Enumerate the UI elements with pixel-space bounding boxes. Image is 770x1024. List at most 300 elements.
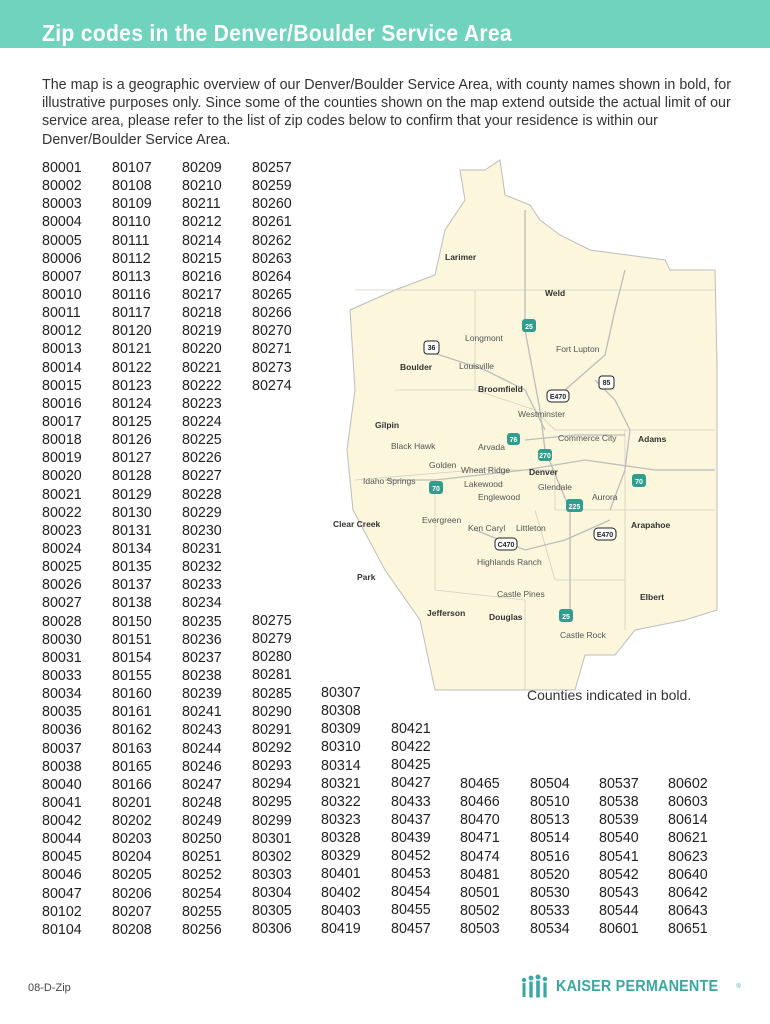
- zip-code: 80235: [182, 613, 222, 630]
- zip-code: 80427: [391, 775, 431, 792]
- city-black-hawk: Black Hawk: [391, 441, 436, 451]
- zip-code: 80206: [112, 885, 152, 902]
- zip-code: 80246: [182, 758, 222, 775]
- zip-code: 80537: [599, 776, 639, 792]
- zip-column-8: [460, 775, 500, 938]
- zip-code: 80226: [182, 450, 222, 467]
- zip-code: 80205: [112, 867, 152, 884]
- zip-code: 80305: [252, 903, 292, 920]
- zip-code: 80651: [668, 921, 708, 938]
- zip-column-4: [252, 159, 292, 395]
- zip-code: 80244: [182, 740, 222, 757]
- zip-code: 80250: [182, 831, 222, 848]
- svg-text:70: 70: [432, 486, 440, 493]
- zip-code: 80137: [112, 577, 152, 594]
- zip-code: 80025: [42, 559, 82, 576]
- zip-code: 80230: [182, 522, 222, 539]
- zip-code: 80018: [42, 432, 82, 449]
- zip-code: 80004: [42, 214, 82, 231]
- zip-code: 80292: [252, 739, 292, 756]
- zip-code: 80457: [391, 920, 431, 937]
- zip-code: 80217: [182, 286, 222, 303]
- zip-code: 80502: [460, 902, 500, 919]
- zip-code: 80540: [599, 830, 639, 847]
- county-arapahoe: Arapahoe: [631, 520, 671, 530]
- zip-code: 80510: [530, 794, 570, 811]
- city-glendale: Glendale: [538, 482, 573, 492]
- zip-code: 80111: [112, 232, 150, 249]
- zip-code: 80112: [112, 250, 151, 267]
- zip-code: 80208: [112, 921, 152, 938]
- county-clear-creek: Clear Creek: [333, 519, 381, 529]
- zip-code: 80038: [42, 758, 82, 775]
- svg-text:70: 70: [635, 479, 643, 486]
- zip-code: 80238: [182, 667, 222, 684]
- zip-code: 80264: [252, 268, 292, 285]
- zip-code: 80007: [42, 268, 82, 285]
- zip-code: 80220: [182, 341, 222, 358]
- zip-code: 80126: [112, 432, 152, 449]
- zip-column-3: [182, 159, 222, 939]
- zip-code: 80309: [321, 721, 361, 738]
- zip-code: 80466: [460, 794, 500, 811]
- svg-text:E470: E470: [596, 532, 614, 539]
- zip-code: 80215: [182, 250, 222, 267]
- zip-code: 80255: [182, 903, 222, 920]
- zip-column-1: [42, 159, 82, 939]
- zip-code: 80165: [112, 758, 152, 775]
- zip-code: 80202: [112, 813, 152, 830]
- zip-code: 80117: [112, 305, 151, 322]
- zip-code: 80210: [182, 178, 222, 195]
- zip-code: 80314: [321, 757, 361, 774]
- county-weld: Weld: [545, 288, 566, 298]
- zip-code: 80293: [252, 758, 292, 775]
- us-85-shield: [599, 376, 614, 389]
- zip-code: 80281: [252, 667, 292, 684]
- zip-code: 80211: [182, 196, 221, 213]
- zip-code: 80310: [321, 739, 361, 756]
- zip-code: 80209: [182, 160, 222, 176]
- zip-code: 80514: [530, 830, 570, 847]
- zip-code: 80130: [112, 504, 152, 521]
- zip-code: 80285: [252, 685, 292, 702]
- zip-code: 80274: [252, 377, 292, 394]
- city-golden: Golden: [429, 460, 457, 470]
- city-englewood: Englewood: [478, 492, 521, 502]
- zip-column-6: [321, 684, 361, 938]
- zip-code: 80621: [668, 830, 708, 847]
- zip-code: 80503: [460, 921, 500, 938]
- zip-code: 80121: [112, 341, 152, 358]
- zip-code: 80239: [182, 686, 222, 703]
- zip-code: 80247: [182, 776, 222, 793]
- zip-code: 80047: [42, 885, 82, 902]
- zip-code: 80005: [42, 232, 82, 249]
- zip-code: 80042: [42, 813, 82, 830]
- zip-column-7: [391, 720, 431, 938]
- zip-code: 80031: [42, 649, 82, 666]
- zip-code: 80214: [182, 232, 222, 249]
- zip-code: 80125: [112, 413, 152, 430]
- county-adams: Adams: [638, 434, 667, 444]
- zip-code: 80251: [182, 849, 222, 866]
- zip-code: 80602: [668, 776, 708, 792]
- city-westminster: Westminster: [518, 409, 566, 419]
- zip-code: 80237: [182, 649, 222, 666]
- zip-code: 80161: [112, 704, 152, 721]
- zip-code: 80129: [112, 486, 152, 503]
- zip-code: 80014: [42, 359, 82, 376]
- zip-code: 80160: [112, 686, 152, 703]
- zip-code: 80470: [460, 812, 500, 829]
- zip-code: 80271: [252, 341, 292, 358]
- zip-code: 80243: [182, 722, 222, 739]
- zip-code: 80155: [112, 667, 152, 684]
- zip-code: 80109: [112, 196, 152, 213]
- zip-code: 80261: [252, 214, 292, 231]
- zip-code: 80302: [252, 848, 292, 865]
- zip-code: 80275: [252, 613, 292, 629]
- zip-code: 80601: [599, 921, 639, 938]
- zip-code: 80010: [42, 286, 82, 303]
- zip-code: 80513: [530, 812, 570, 829]
- zip-code: 80231: [182, 540, 222, 557]
- county-douglas: Douglas: [489, 612, 523, 622]
- zip-code: 80262: [252, 232, 292, 249]
- zip-code: 80501: [460, 884, 500, 901]
- zip-code: 80011: [42, 305, 81, 322]
- zip-code: 80280: [252, 649, 292, 666]
- svg-text:225: 225: [568, 504, 581, 511]
- zip-code: 80437: [391, 811, 431, 828]
- zip-code: 80419: [321, 920, 361, 937]
- interstate-76-shield: [507, 433, 520, 445]
- zip-code: 80455: [391, 902, 431, 919]
- zip-code: 80135: [112, 559, 152, 576]
- kp-registered-mark: ®: [736, 984, 741, 990]
- zip-code: 80266: [252, 305, 292, 322]
- zip-code: 80221: [182, 359, 222, 376]
- zip-code: 80265: [252, 286, 292, 303]
- zip-code: 80299: [252, 812, 292, 829]
- zip-code: 80474: [460, 848, 500, 865]
- zip-code: 80046: [42, 867, 82, 884]
- zip-code: 80533: [530, 902, 570, 919]
- city-commerce-city: Commerce City: [558, 433, 617, 443]
- c470-shield: [495, 538, 517, 550]
- zip-code: 80303: [252, 866, 292, 883]
- zip-code: 80321: [321, 775, 361, 792]
- zip-code: 80026: [42, 577, 82, 594]
- zip-code: 80104: [42, 921, 82, 938]
- zip-code: 80249: [182, 813, 222, 830]
- zip-code: 80002: [42, 178, 82, 195]
- city-evergreen: Evergreen: [422, 515, 462, 525]
- zip-code: 80102: [42, 903, 82, 920]
- city-longmont: Longmont: [465, 333, 503, 343]
- zip-code: 80273: [252, 359, 292, 376]
- zip-column-5: [252, 612, 292, 939]
- zip-code: 80138: [112, 595, 152, 612]
- zip-code: 80504: [530, 776, 570, 792]
- zip-code: 80120: [112, 323, 152, 340]
- zip-code: 80538: [599, 794, 639, 811]
- zip-code: 80222: [182, 377, 222, 394]
- zip-code: 80110: [112, 214, 151, 231]
- county-jefferson: Jefferson: [427, 608, 466, 618]
- zip-code: 80539: [599, 812, 639, 829]
- e470-north-shield: [547, 390, 569, 402]
- county-larimer: Larimer: [445, 252, 477, 262]
- zip-column-9: [530, 775, 570, 938]
- zip-code: 80544: [599, 902, 639, 919]
- zip-code: 80260: [252, 196, 292, 213]
- interstate-270-shield: [538, 449, 552, 461]
- zip-code: 80291: [252, 721, 292, 738]
- zip-code: 80225: [182, 432, 222, 449]
- zip-code: 80301: [252, 830, 292, 847]
- zip-code: 80322: [321, 793, 361, 810]
- zip-code: 80030: [42, 631, 82, 648]
- interstate-70-east-shield: [632, 474, 646, 487]
- zip-code: 80162: [112, 722, 152, 739]
- zip-code: 80227: [182, 468, 222, 485]
- svg-text:270: 270: [539, 453, 551, 460]
- county-elbert: Elbert: [640, 592, 665, 602]
- us-36-shield: [424, 341, 439, 354]
- zip-code: 80229: [182, 504, 222, 521]
- city-fort-lupton: Fort Lupton: [556, 344, 600, 354]
- zip-code: 80481: [460, 866, 500, 883]
- zip-code: 80530: [530, 884, 570, 901]
- title-banner: [0, 0, 770, 48]
- zip-code: 80218: [182, 305, 222, 322]
- zip-code: 80294: [252, 776, 292, 793]
- zip-code: 80623: [668, 848, 708, 865]
- zip-code: 80259: [252, 178, 292, 195]
- zip-code: 80013: [42, 341, 82, 358]
- city-castle-rock: Castle Rock: [560, 630, 606, 640]
- zip-code: 80012: [42, 323, 82, 340]
- svg-text:E470: E470: [549, 394, 567, 401]
- zip-code: 80108: [112, 178, 152, 195]
- zip-code: 80465: [460, 776, 500, 792]
- interstate-25-south-shield: [559, 609, 573, 622]
- zip-code: 80279: [252, 631, 292, 648]
- zip-code: 80212: [182, 214, 222, 231]
- zip-code: 80015: [42, 377, 82, 394]
- zip-code: 80471: [460, 830, 500, 847]
- intro-paragraph: The map is a geographic overview of our Denver/Boulder Service Area, with county names shown in bold, for illustrative purposes only. Since some of the counties shown on the map extend outside the actual limit of our service area, please refer to the list of zip codes below to confirm that your residence is within our Denver/Boulder Service Area.: [42, 77, 731, 148]
- zip-code: 80534: [530, 921, 570, 938]
- city-idaho-springs: Idaho Springs: [363, 476, 416, 486]
- zip-code: 80520: [530, 866, 570, 883]
- zip-code: 80201: [112, 794, 152, 811]
- zip-code: 80124: [112, 395, 152, 412]
- zip-code: 80453: [391, 866, 431, 883]
- zip-code: 80166: [112, 776, 152, 793]
- zip-code: 80425: [391, 757, 431, 774]
- zip-code: 80134: [112, 540, 152, 557]
- kaiser-permanente-logo: [520, 972, 741, 1002]
- zip-code: 80023: [42, 522, 82, 539]
- zip-code: 80123: [112, 377, 152, 394]
- zip-code: 80122: [112, 359, 152, 376]
- zip-code: 80422: [391, 739, 431, 756]
- city-castle-pines: Castle Pines: [497, 589, 545, 599]
- county-gilpin: Gilpin: [375, 420, 400, 430]
- zip-code: 80304: [252, 885, 292, 902]
- zip-code: 80328: [321, 830, 361, 847]
- zip-code: 80241: [182, 704, 222, 721]
- zip-code: 80308: [321, 703, 361, 720]
- interstate-25-north-shield: [522, 319, 536, 332]
- zip-code: 80433: [391, 793, 431, 810]
- city-highlands-ranch: Highlands Ranch: [477, 557, 542, 567]
- zip-code: 80329: [321, 848, 361, 865]
- zip-code: 80034: [42, 686, 82, 703]
- zip-code: 80403: [321, 902, 361, 919]
- zip-code: 80041: [42, 794, 82, 811]
- zip-code: 80116: [112, 286, 151, 303]
- zip-code: 80036: [42, 722, 82, 739]
- zip-code: 80022: [42, 504, 82, 521]
- city-lakewood: Lakewood: [464, 479, 503, 489]
- zip-code: 80223: [182, 395, 222, 412]
- zip-code: 80254: [182, 885, 222, 902]
- zip-code: 80151: [112, 631, 152, 648]
- zip-code: 80516: [530, 848, 570, 865]
- zip-code: 80021: [42, 486, 82, 503]
- interstate-225-shield: [566, 499, 583, 512]
- zip-code: 80033: [42, 667, 82, 684]
- zip-code: 80643: [668, 902, 708, 919]
- svg-text:85: 85: [602, 380, 611, 387]
- zip-code: 80150: [112, 613, 152, 630]
- service-area-map: [325, 150, 725, 710]
- zip-code: 80131: [112, 522, 152, 539]
- service-area-region: [347, 160, 717, 690]
- zip-code: 80256: [182, 921, 222, 938]
- zip-code: 80402: [321, 884, 361, 901]
- county-park: Park: [357, 572, 376, 582]
- zip-code: 80163: [112, 740, 152, 757]
- zip-code: 80024: [42, 540, 82, 557]
- zip-code: 80019: [42, 450, 82, 467]
- zip-code: 80044: [42, 831, 82, 848]
- zip-code: 80127: [112, 450, 152, 467]
- zip-code: 80640: [668, 866, 708, 883]
- zip-code: 80017: [42, 413, 82, 430]
- kp-people-icon: [520, 974, 552, 1000]
- city-littleton: Littleton: [516, 523, 546, 533]
- kp-wordmark: KAISER PERMANENTE: [556, 978, 719, 995]
- zip-column-2: [112, 159, 152, 939]
- svg-text:25: 25: [562, 614, 570, 621]
- zip-code: 80203: [112, 831, 152, 848]
- county-broomfield: Broomfield: [478, 384, 523, 394]
- page-title: Zip codes in the Denver/Boulder Service Area: [42, 20, 512, 46]
- zip-code: 80037: [42, 740, 82, 757]
- zip-column-11: [668, 775, 708, 938]
- zip-code: 80232: [182, 559, 222, 576]
- zip-code: 80439: [391, 829, 431, 846]
- document-code: 08-D-Zip: [28, 982, 71, 994]
- svg-text:76: 76: [509, 437, 518, 444]
- zip-column-10: [599, 775, 639, 938]
- zip-code: 80113: [112, 268, 151, 285]
- zip-code: 80236: [182, 631, 222, 648]
- e470-south-shield: [594, 528, 616, 540]
- zip-code: 80401: [321, 866, 361, 883]
- zip-code: 80295: [252, 794, 292, 811]
- zip-code: 80027: [42, 595, 82, 612]
- zip-code: 80257: [252, 160, 292, 176]
- zip-code: 80421: [391, 721, 431, 737]
- zip-code: 80307: [321, 685, 361, 701]
- zip-code: 80045: [42, 849, 82, 866]
- map-caption: Counties indicated in bold.: [527, 687, 692, 703]
- zip-code: 80207: [112, 903, 152, 920]
- zip-code: 80224: [182, 413, 222, 430]
- zip-code: 80234: [182, 595, 222, 612]
- zip-code: 80154: [112, 649, 152, 666]
- zip-code: 80006: [42, 250, 82, 267]
- svg-text:36: 36: [427, 345, 436, 352]
- zip-code: 80603: [668, 794, 708, 811]
- interstate-70-west-shield: [429, 481, 443, 494]
- county-denver: Denver: [529, 467, 558, 477]
- zip-code: 80290: [252, 703, 292, 720]
- zip-code: 80252: [182, 867, 222, 884]
- svg-text:25: 25: [525, 324, 533, 331]
- zip-code: 80263: [252, 250, 292, 267]
- zip-code: 80228: [182, 486, 222, 503]
- zip-code: 80454: [391, 884, 431, 901]
- zip-code: 80542: [599, 866, 639, 883]
- zip-code: 80128: [112, 468, 152, 485]
- zip-code: 80040: [42, 776, 82, 793]
- zip-code: 80204: [112, 849, 152, 866]
- city-wheat-ridge: Wheat Ridge: [461, 465, 511, 475]
- zip-code: 80541: [599, 848, 639, 865]
- zip-code: 80270: [252, 323, 292, 340]
- zip-code: 80323: [321, 811, 361, 828]
- zip-code: 80020: [42, 468, 82, 485]
- city-aurora: Aurora: [592, 492, 618, 502]
- city-arvada: Arvada: [478, 442, 505, 452]
- zip-code: 80233: [182, 577, 222, 594]
- zip-code: 80642: [668, 884, 708, 901]
- zip-code: 80219: [182, 323, 222, 340]
- zip-code: 80614: [668, 812, 708, 829]
- zip-code: 80003: [42, 196, 82, 213]
- zip-code: 80107: [112, 160, 152, 176]
- zip-code: 80216: [182, 268, 222, 285]
- county-boulder: Boulder: [400, 362, 433, 372]
- zip-code: 80001: [42, 160, 82, 176]
- zip-code: 80452: [391, 847, 431, 864]
- zip-code: 80016: [42, 395, 82, 412]
- city-ken-caryl: Ken Caryl: [468, 523, 506, 533]
- svg-text:C470: C470: [497, 542, 515, 549]
- zip-code: 80543: [599, 884, 639, 901]
- zip-code: 80028: [42, 613, 82, 630]
- city-louisville: Louisville: [459, 361, 494, 371]
- zip-code: 80306: [252, 921, 292, 938]
- zip-code: 80248: [182, 794, 222, 811]
